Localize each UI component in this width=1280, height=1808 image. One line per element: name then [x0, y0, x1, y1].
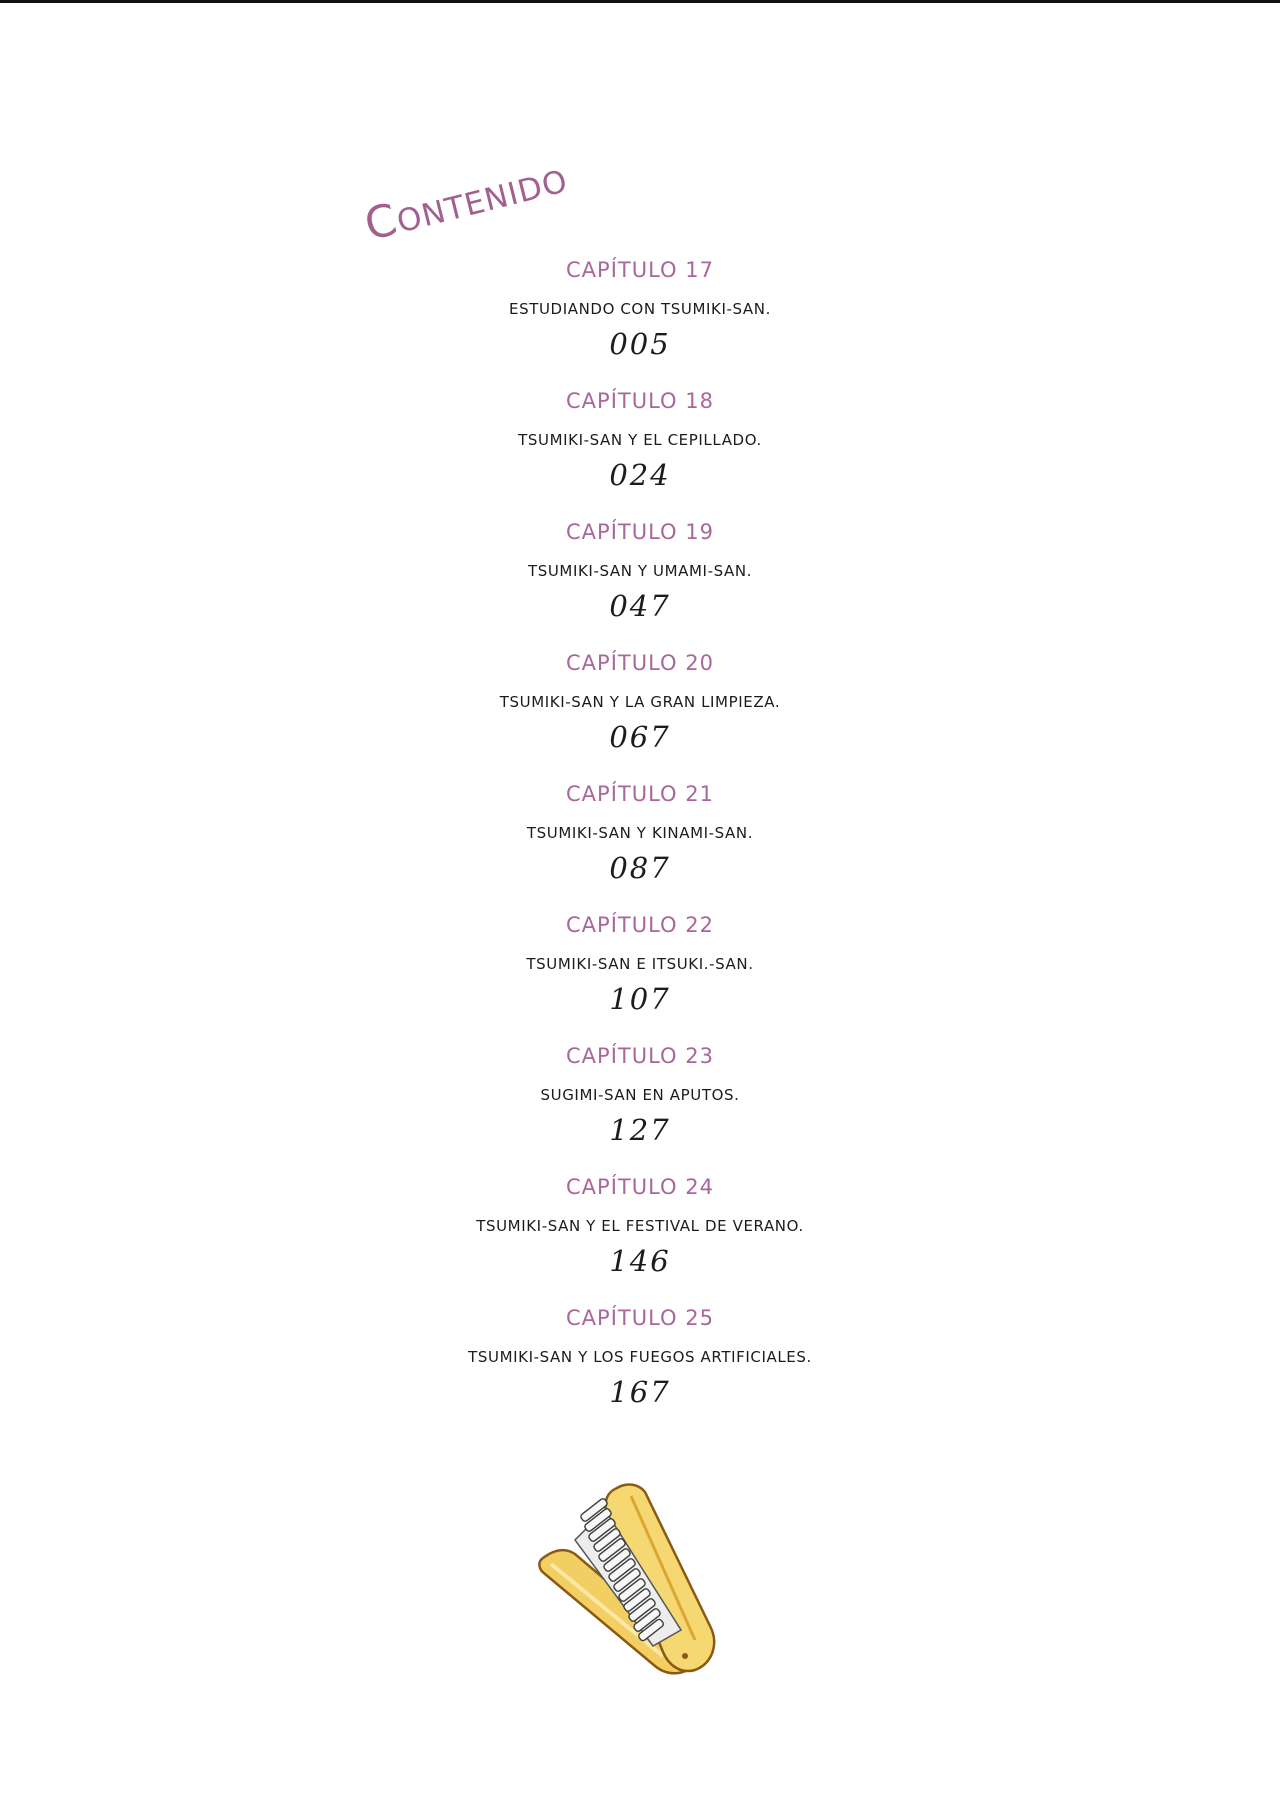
chapter-label: CAPÍTULO 21	[566, 782, 714, 806]
toc-entry[interactable]	[440, 913, 840, 1044]
page-number: 067	[609, 720, 671, 754]
page-number: 146	[609, 1244, 671, 1278]
brush-hinge	[682, 1653, 688, 1659]
page-number: 024	[609, 458, 671, 492]
chapter-title: TSUMIKI-SAN Y LA GRAN LIMPIEZA.	[499, 693, 781, 711]
chapter-label: CAPÍTULO 20	[566, 651, 714, 675]
chapter-title: TSUMIKI-SAN Y UMAMI-SAN.	[527, 562, 753, 580]
chapter-label: CAPÍTULO 19	[566, 520, 714, 544]
chapter-label: CAPÍTULO 17	[566, 258, 714, 282]
toc-entry[interactable]	[440, 1306, 840, 1437]
page-number: 107	[609, 982, 671, 1016]
chapter-title: TSUMIKI-SAN Y EL CEPILLADO.	[518, 431, 762, 449]
toc-entry[interactable]	[440, 389, 840, 520]
chapter-title: TSUMIKI-SAN E ITSUKI.-SAN.	[526, 955, 754, 973]
chapter-title: TSUMIKI-SAN Y EL FESTIVAL DE VERANO.	[476, 1217, 804, 1235]
hairbrush-icon	[535, 1480, 735, 1695]
toc-entry[interactable]	[440, 782, 840, 913]
chapter-label: CAPÍTULO 22	[566, 913, 714, 937]
page-number: 087	[609, 851, 671, 885]
page-number: 005	[609, 327, 671, 361]
toc-entry[interactable]	[440, 1175, 840, 1306]
chapter-title: TSUMIKI-SAN Y KINAMI-SAN.	[526, 824, 754, 842]
table-of-contents	[440, 258, 840, 1437]
page-title: Contenido	[359, 151, 573, 251]
toc-entry[interactable]	[440, 258, 840, 389]
chapter-title: SUGIMI-SAN EN APUTOS.	[540, 1086, 740, 1104]
chapter-label: CAPÍTULO 24	[566, 1175, 714, 1199]
page-number: 047	[609, 589, 671, 623]
top-border-line	[0, 0, 1280, 3]
chapter-title: ESTUDIANDO CON TSUMIKI-SAN.	[509, 300, 771, 318]
chapter-label: CAPÍTULO 25	[566, 1306, 714, 1330]
toc-entry[interactable]	[440, 1044, 840, 1175]
toc-entry[interactable]	[440, 651, 840, 782]
chapter-label: CAPÍTULO 23	[566, 1044, 714, 1068]
chapter-label: CAPÍTULO 18	[566, 389, 714, 413]
page-number: 127	[609, 1113, 671, 1147]
chapter-title: TSUMIKI-SAN Y LOS FUEGOS ARTIFICIALES.	[468, 1348, 812, 1366]
toc-entry[interactable]	[440, 520, 840, 651]
page-number: 167	[609, 1375, 671, 1409]
